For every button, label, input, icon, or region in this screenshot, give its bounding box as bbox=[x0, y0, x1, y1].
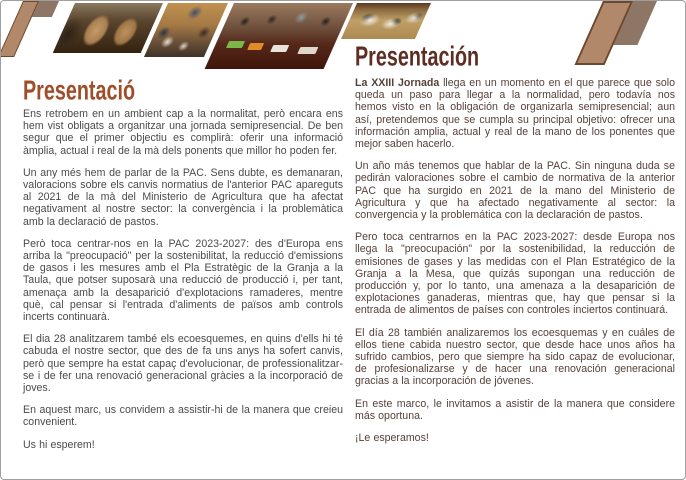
paragraph: La XXIII Jornada llega en un momento en el que parece que solo queda un paso para llegar a la normalidad, pero todavía nos hemos visto en la obligación de organizarla semipresencial; aun así, pretendemos que se cumpla su principal objetivo: ofrecer una información amplia, actual y real de la mano de los ponentes que mejor saben hacerlo. bbox=[355, 77, 675, 151]
paragraph: Però toca centrar-nos en la PAC 2023-2027: des d'Europa ens arriba la "preocupació" per la sostenibilitat, la reducció d'emissions de gasos i les mesures amb el Pla Estratègic de la Granja a la Taula, que potser suposarà una reducció de producció i, per tant, amenaça amb la desaparició d'explotacions ramaderes, mentre què, cal pensar si l'entrada d'aliments de països amb controls incerts continuarà. bbox=[23, 237, 343, 324]
green-paper-shape bbox=[226, 41, 245, 48]
holstein-cows-photo bbox=[341, 3, 431, 39]
heading-presentacio: Presentació bbox=[23, 73, 136, 107]
catalan-paragraphs bbox=[23, 108, 343, 451]
paragraph: Pero toca centrarnos en la PAC 2023-2027: desde Europa nos llega la "preocupación" por la sostenibilidad, la reducción de emisiones de gases y las medidas con el Plan Estratégico de la Granja a la Mesa, que quizás supongan una reducción de producción y, por lo tanto, una amenaza a la desaparición de explotaciones ganaderas, mientras que, hay que pensar si la entrada de alimentos de países con controles inciertos continuará. bbox=[355, 231, 675, 317]
heading-presentacion: Presentación bbox=[355, 39, 480, 73]
paragraph: El día 28 también analizaremos los ecoesquemas y en cuáles de ellos tiene cabida nuestro sector, que desde hace unos años ha sufrido cambios, pero que siempre ha sido capaz de evolucionar, de profesionalizarse y de hacer una renovación generacional gracias a la incorporación de jóvenes. bbox=[355, 326, 675, 388]
column-catalan bbox=[23, 75, 343, 461]
spanish-paragraphs bbox=[355, 77, 675, 444]
brown-cattle-photo bbox=[53, 3, 163, 53]
paragraph: En este marco, le invitamos a asistir de la manera que considere más oportuna. bbox=[355, 397, 675, 422]
paragraph: ¡Le esperamos! bbox=[355, 432, 429, 445]
paragraph: Us hi esperem! bbox=[23, 438, 95, 451]
paragraph: Un any més hem de parlar de la PAC. Sens dubte, es demanaran, valoracions sobre els canvis normatius de l'anterior PAC apareguts al 2021 de la mà del Ministerio de Agricultura que ha afectat negativament al nostre sector: la convergència i la problemàtica amb la declaració de pastos. bbox=[23, 166, 343, 228]
paragraph: El dia 28 analitzarem també els ecoesquemes, en quins d'ells hi té cabuda el nostre sector, que des de fa uns anys ha sofert canvis, però que sempre ha estat capaç d'evolucionar, de professionalitzar-se i de fer una renovació generacional gràcies a la incorporació de joves. bbox=[23, 333, 343, 395]
paragraph: Un año más tenemos que hablar de la PAC. Sin ninguna duda se pedirán valoraciones sobre el cambio de normativa de la anterior PAC que ha surgido en 2021 de la mano del Ministerio de Agricultura y que ha afectado negativamente al sector: la convergencia y la problemática con la declaración de pastos. bbox=[355, 160, 675, 222]
deco-parallelogram-left-tan bbox=[0, 1, 39, 57]
white-paper-shape bbox=[297, 47, 318, 54]
paragraph: Ens retrobem en un ambient cap a la normalitat, però encara ens hem vist obligats a organitzar una jornada semipresencial. De ben segur que el primer objectiu es complirà: oferir una informació àmplia, actual i real de la mà dels ponents que millor ho poden fer. bbox=[23, 108, 343, 157]
column-spanish bbox=[355, 41, 675, 454]
speakers-panel-photo bbox=[205, 3, 353, 69]
orange-paper-shape bbox=[247, 43, 264, 50]
white-paper-shape bbox=[270, 45, 289, 52]
paragraph: En aquest marc, us convidem a assistir-hi de la manera que creieu convenient. bbox=[23, 404, 343, 429]
paragraph-lead: La XXIII Jornada bbox=[355, 77, 440, 89]
